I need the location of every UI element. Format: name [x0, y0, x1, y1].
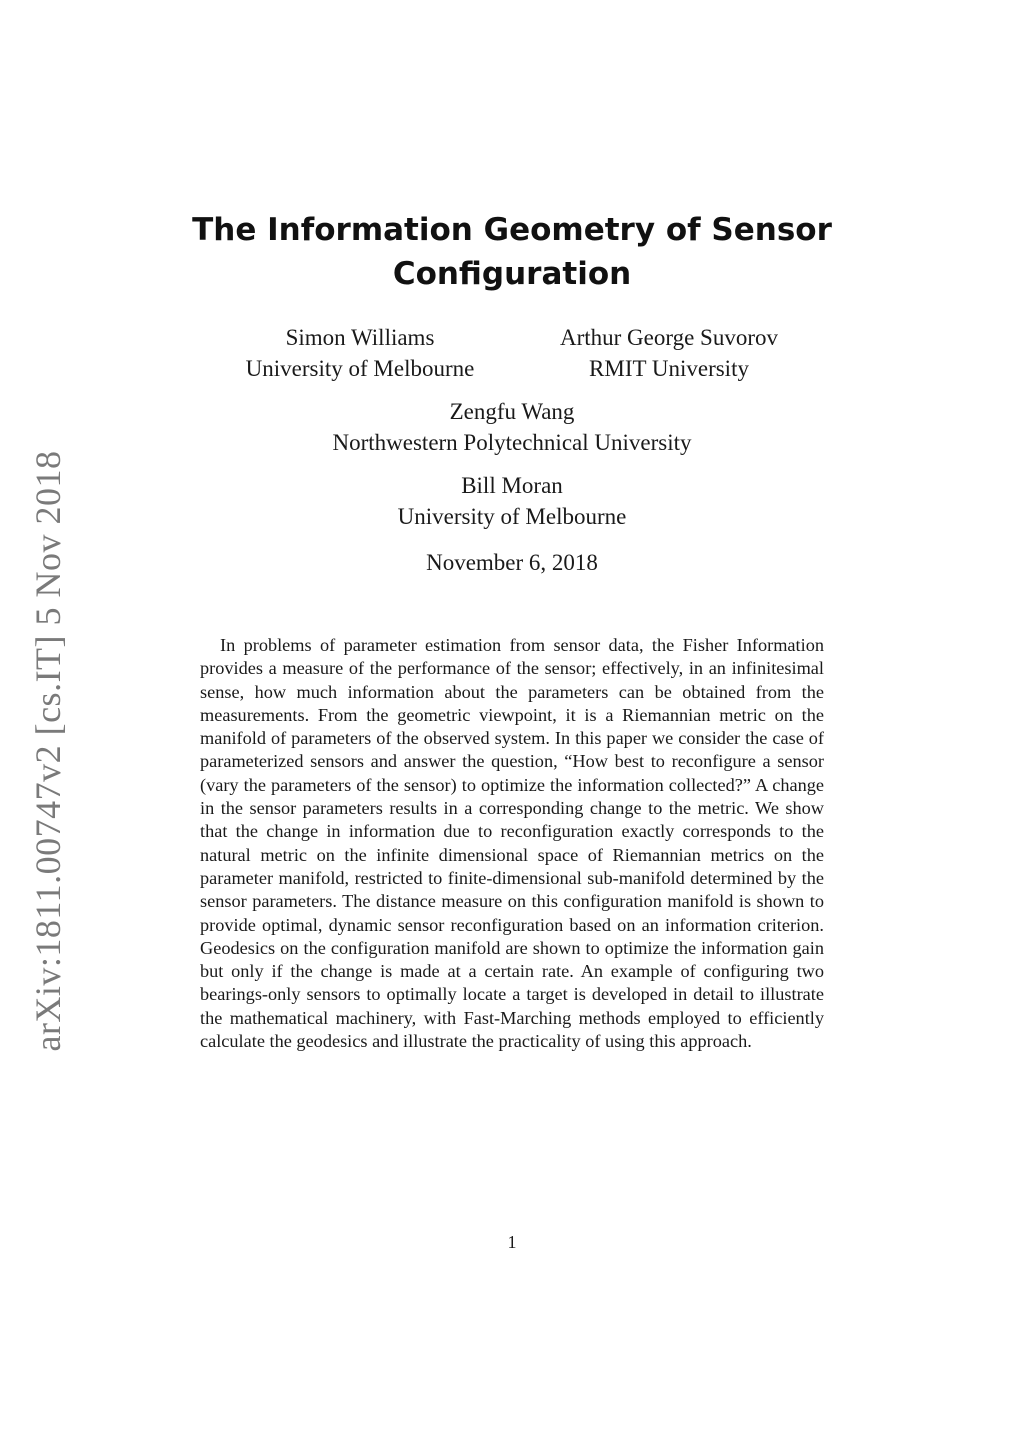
author-block	[212, 396, 812, 458]
author-affiliation: University of Melbourne	[245, 356, 475, 381]
publication-date: November 6, 2018	[426, 550, 598, 575]
author-affiliation: University of Melbourne	[397, 504, 627, 529]
author-name: Zengfu Wang	[449, 399, 575, 424]
author-block	[205, 322, 515, 384]
author-name: Simon Williams	[285, 325, 435, 350]
author-affiliation: Northwestern Polytechnical University	[332, 430, 692, 455]
author-affiliation: RMIT University	[589, 356, 749, 381]
author-name: Arthur George Suvorov	[559, 325, 779, 350]
arxiv-identifier: arXiv:1811.00747v2 [cs.IT] 5 Nov 2018	[28, 450, 68, 1052]
abstract: In problems of parameter estimation from sensor data, the Fisher Information provides a measure of the performance of the sensor; effectively, in an infinitesimal sense, how much information about the parameters can be obtained from the measurements. From the geometric viewpoint, it is a Riemannian metric on the manifold of parameters of the observed system. In this paper we consider the case of parameterized sensors and answer the question, “How best to reconfigure a sensor (vary the parameters of the sensor) to optimize the information collected?” A change in the sensor parameters results in a corresponding change to the metric. We show that the change in information due to reconfiguration exactly corresponds to the natural metric on the infinite dimensional space of Riemannian metrics on the parameter manifold, restricted to finite-dimensional sub-manifold determined by the sensor parameters. The distance measure on this configuration manifold is shown to provide optimal, dynamic sensor reconfiguration based on an information criterion. Geodesics on the configuration manifold are shown to optimize the information gain but only if the change is made at a certain rate. An example of configuring two bearings-only sensors to optimally locate a target is developed in detail to illustrate the mathematical machinery, with Fast-Marching methods employed to efficiently calculate the geodesics and illustrate the practicality of using this approach.	[200, 635, 824, 1052]
author-block	[514, 322, 824, 384]
page-number: 1	[507, 1232, 517, 1252]
author-block	[212, 470, 812, 532]
author-name: Bill Moran	[461, 473, 563, 498]
paper-title: The Information Geometry of Sensor Configuration	[192, 212, 832, 292]
